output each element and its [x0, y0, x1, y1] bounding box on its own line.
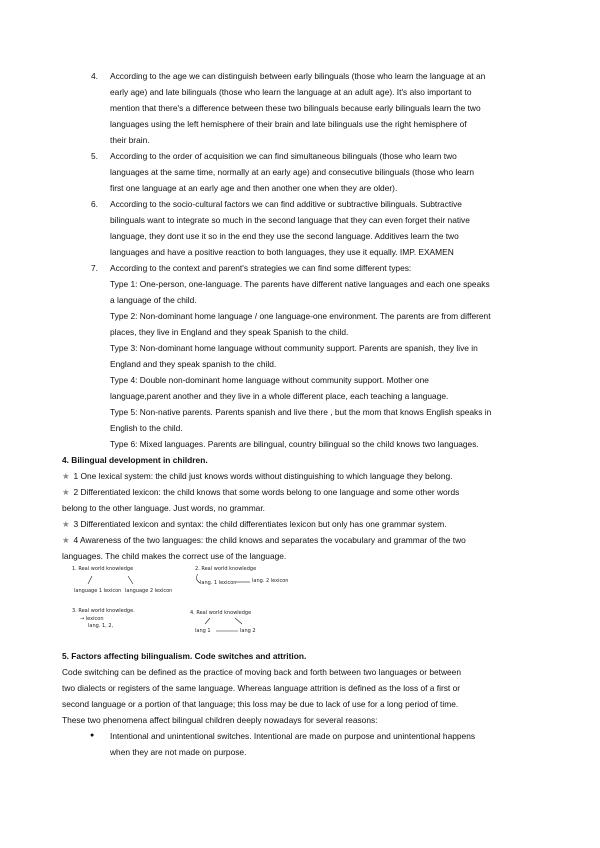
list-item-line: According to the age we can distinguish between early bilinguals (those who learn the language at an — [110, 71, 486, 81]
stage-text: belong to the other language. Just words, no grammar. — [62, 503, 265, 513]
list-item-line: Type 6: Mixed languages. Parents are bilingual, country bilingual so the child knows two languages. — [110, 439, 479, 449]
paragraph-line: second language or a portion of that language; this loss may be due to lack of use for a long period of time. — [62, 699, 459, 709]
section-heading: 4. Bilingual development in children. — [62, 455, 208, 465]
list-item-line: languages and have a positive reaction to both languages, they use it equally. IMP. EXAMEN — [110, 247, 454, 257]
diagram-stage-1 — [72, 566, 172, 594]
list-number: 4. — [91, 71, 98, 81]
stage-line — [62, 468, 452, 484]
sketch-text: lang. 1, 2, — [88, 623, 114, 629]
list-item-line: Type 2: Non-dominant home language / one language-one environment. The parents are from different — [110, 311, 491, 321]
list-item-line: Type 1: One-person, one-language. The parents have different native languages and each one speaks — [110, 279, 490, 289]
section-heading: 5. Factors affecting bilingualism. Code switches and attrition. — [62, 651, 307, 661]
list-item-line: According to the context and parent's strategies we can find some different types: — [110, 263, 412, 273]
diagram-stage-3 — [72, 608, 135, 629]
list-item-line: places, they live in England and they speak Spanish to the child. — [110, 327, 349, 337]
list-item-line: Type 3: Non-dominant home language without community support. Parents are spanish, they live in — [110, 343, 478, 353]
sketch-text: 2. Real world knowledge — [195, 566, 257, 572]
star-icon: ★ — [62, 535, 70, 545]
star-icon: ★ — [62, 471, 70, 481]
handwritten-diagram — [70, 562, 300, 647]
star-icon: ★ — [62, 519, 70, 529]
sketch-text: lang. 2 lexicon — [252, 578, 289, 584]
list-item-line: languages using the left hemisphere of their brain and late bilinguals use the right hemisphere of — [110, 119, 467, 129]
list-number: 5. — [91, 151, 98, 161]
stage-text: 4 Awareness of the two languages: the child knows and separates the vocabulary and grammar of the two — [73, 535, 466, 545]
list-item-line: their brain. — [110, 135, 150, 145]
list-item-line: a language of the child. — [110, 295, 197, 305]
stage-line — [62, 500, 265, 516]
bullet-line: Intentional and unintentional switches. Intentional are made on purpose and unintentional happens — [110, 731, 476, 741]
bullet-icon: ● — [90, 732, 95, 739]
stage-line — [62, 516, 447, 532]
stage-text: 1 One lexical system: the child just knows words without distinguishing to which language they belong. — [73, 471, 453, 481]
sketch-text: language 2 lexicon — [125, 588, 173, 594]
sketch-text: 1. Real world knowledge — [72, 566, 134, 572]
diagram-stage-4 — [190, 610, 256, 634]
sketch-text: 3. Real world knowledge. — [72, 608, 135, 614]
star-icon: ★ — [62, 487, 70, 497]
list-item-line: language,parent another and they live in a whole different place, each teaching a language. — [110, 391, 449, 401]
list-item-line: According to the order of acquisition we can find simultaneous bilinguals (those who learn two — [110, 151, 457, 161]
sketch-text: 4. Real world knowledge — [190, 610, 252, 616]
paragraph-line: These two phenomena affect bilingual children deeply nowadays for several reasons: — [62, 715, 378, 725]
list-item-line: England and they speak spanish to the child. — [110, 359, 277, 369]
list-item-line: bilinguals want to integrate so much in the second language that they can even forget their native — [110, 215, 470, 225]
list-number: 7. — [91, 263, 98, 273]
stage-text: 3 Differentiated lexicon and syntax: the child differentiates lexicon but only has one grammar system. — [73, 519, 447, 529]
stage-line — [62, 484, 459, 500]
list-item-line: Type 5: Non-native parents. Parents spanish and live there , but the mom that knows English speaks in — [110, 407, 492, 417]
sketch-text: lang 2 — [240, 628, 256, 634]
list-item-line: languages at the same time, normally at an early age) and consecutive bilinguals (those who learn — [110, 167, 475, 177]
stage-line — [62, 532, 466, 548]
list-item-line: Type 4: Double non-dominant home language without community support. Mother one — [110, 375, 429, 385]
sketch-text: → lexicon — [80, 616, 104, 622]
list-item-line: language, they dont use it so in the end they use the second language. Additives learn the two — [110, 231, 459, 241]
diagram-stage-2 — [195, 566, 288, 586]
list-item-line: early age) and late bilinguals (those who learn the language at an adult age). It's also important to — [110, 87, 472, 97]
list-item-line: mention that there's a difference between these two bilinguals because early bilinguals learn the two — [110, 103, 481, 113]
list-item-line: English to the child. — [110, 423, 183, 433]
sketch-text: lang. 1 lexicon — [200, 580, 237, 586]
paragraph-line: Code switching can be defined as the practice of moving back and forth between two languages or between — [62, 667, 461, 677]
list-item-line: According to the socio-cultural factors we can find additive or subtractive bilinguals. Subtractive — [110, 199, 462, 209]
sketch-text: lang 1 — [195, 628, 211, 634]
list-number: 6. — [91, 199, 98, 209]
bullet-line: when they are not made on purpose. — [110, 747, 247, 757]
sketch-text: language 1 lexicon — [74, 588, 122, 594]
paragraph-line: two dialects or registers of the same language. Whereas language attrition is defined as the loss of a first or — [62, 683, 461, 693]
list-item-line: first one language at an early age and then another one when they are older). — [110, 183, 398, 193]
stage-text: languages. The child makes the correct use of the language. — [62, 551, 287, 561]
stage-text: 2 Differentiated lexicon: the child knows that some words belong to one language and some other words — [73, 487, 460, 497]
